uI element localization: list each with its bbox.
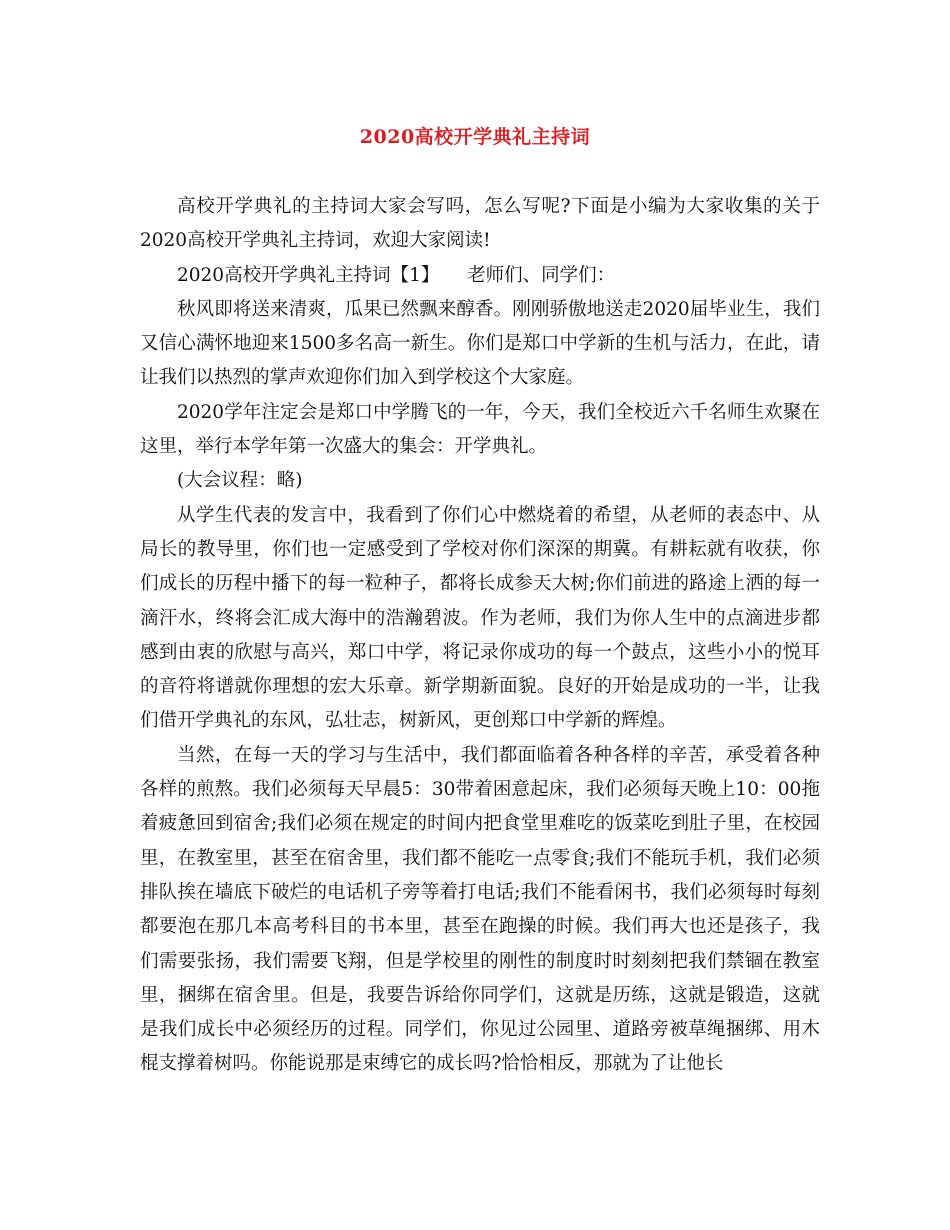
body-paragraph: 2020学年注定会是郑口中学腾飞的一年，今天，我们全校近六千名师生欢聚在这里，举行本学年第一次盛大的集会：开学典礼。 <box>140 401 820 458</box>
document-body <box>140 190 820 1082</box>
agenda-note: (大会议程：略) <box>177 470 303 492</box>
section-heading-paragraph: 2020高校开学典礼主持词【1】 老师们、同学们： <box>177 264 616 286</box>
body-paragraph: 当然，在每一天的学习与生活中，我们都面临着各种各样的辛苦，承受着各种各样的煎熬。我们必须每天早晨5：30带着困意起床，我们必须每天晚上10：00拖着疲惫回到宿舍;我们必须在规定的时间内把食堂里难吃的饭菜吃到肚子里，在校园里，在教室里，甚至在宿舍里，我们都不能吃一点零食;我们不能玩手机，我们必须排队挨在墙底下破烂的电话机子旁等着打电话;我们不能看闲书，我们必须每时每刻都要泡在那几本高考科目的书本里，甚至在跑操的时候。我们再大也还是孩子，我们需要张扬，我们需要飞翔，但是学校里的刚性的制度时时刻刻把我们禁锢在教室里，捆绑在宿舍里。但是，我要告诉给你同学们，这就是历练，这就是锻造，这就是我们成长中必须经历的过程。同学们，你见过公园里、道路旁被草绳捆绑、用木棍支撑着树吗。你能说那是束缚它的成长吗?恰恰相反，那就为了让他长 <box>140 744 820 1075</box>
intro-paragraph: 高校开学典礼的主持词大家会写吗，怎么写呢?下面是小编为大家收集的关于2020高校开学典礼主持词，欢迎大家阅读! <box>140 196 820 252</box>
page-title: 2020高校开学典礼主持词 <box>359 126 591 148</box>
body-paragraph: 从学生代表的发言中，我看到了你们心中燃烧着的希望，从老师的表态中、从局长的教导里，你们也一定感受到了学校对你们深深的期冀。有耕耘就有收获，你们成长的历程中播下的每一粒种子，都将长成参天大树;你们前进的路途上洒的每一滴汗水，终将会汇成大海中的浩瀚碧波。作为老师，我们为你人生中的点滴进步都感到由衷的欣慰与高兴，郑口中学，将记录你成功的每一个鼓点，这些小小的悦耳的音符将谱就你理想的宏大乐章。新学期新面貌。良好的开始是成功的一半，让我们借开学典礼的东风，弘壮志，树新风，更创郑口中学新的辉煌。 <box>140 504 820 732</box>
body-paragraph: 秋风即将送来清爽，瓜果已然飘来醇香。刚刚骄傲地送走2020届毕业生，我们又信心满怀地迎来1500多名高一新生。你们是郑口中学新的生机与活力，在此，请让我们以热烈的掌声欢迎你们加入到学校这个大家庭。 <box>140 298 820 389</box>
